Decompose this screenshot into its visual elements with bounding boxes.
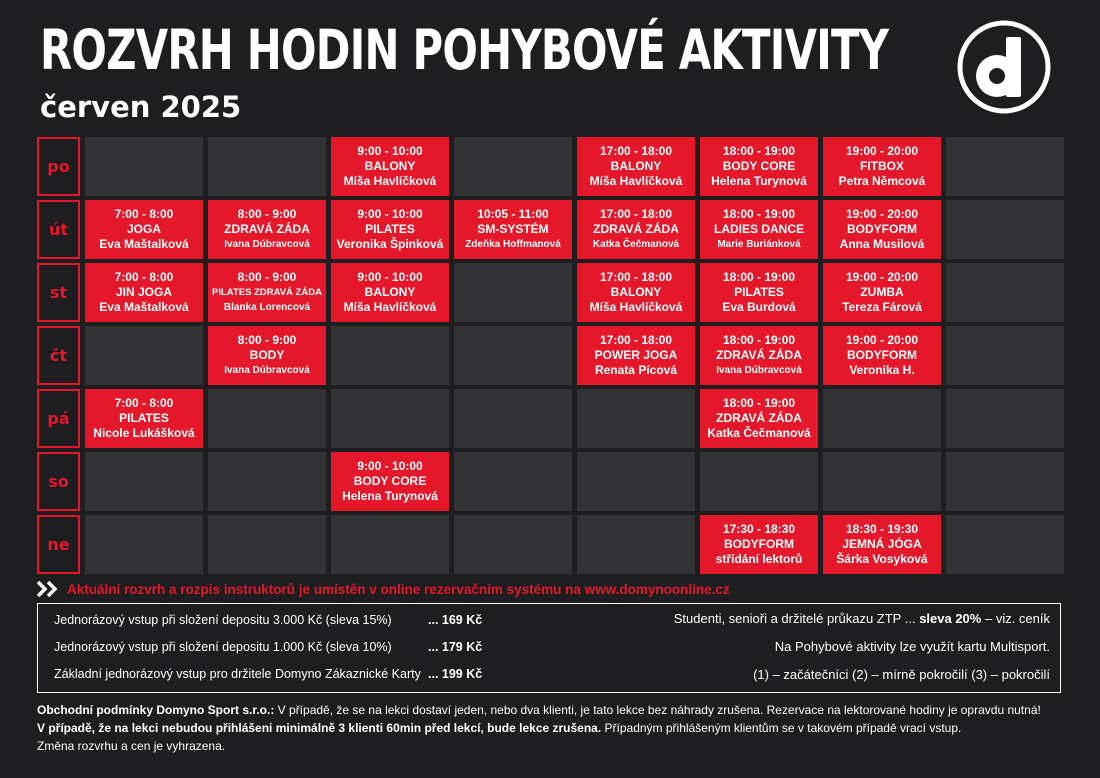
class-cell bbox=[700, 515, 818, 574]
class-name: BODYFORM bbox=[847, 222, 917, 236]
empty-cell bbox=[700, 452, 818, 511]
terms-footer bbox=[37, 701, 1067, 755]
class-cell bbox=[823, 263, 941, 322]
class-cell bbox=[823, 137, 941, 196]
class-cell bbox=[700, 326, 818, 385]
class-instructor: Ivana Dúbravcová bbox=[716, 365, 802, 376]
class-time: 17:00 - 18:00 bbox=[599, 270, 673, 284]
class-name: BODY CORE bbox=[353, 474, 427, 488]
terms-line: Změna rozvrhu a cen je vyhrazena. bbox=[37, 739, 226, 753]
empty-cell bbox=[208, 389, 326, 448]
class-instructor: Míša Havlíčková bbox=[589, 174, 683, 188]
class-cell bbox=[577, 137, 695, 196]
class-name: BALONY bbox=[364, 285, 416, 299]
day-label: po bbox=[37, 137, 80, 196]
empty-cell bbox=[331, 515, 449, 574]
class-name: ZDRAVÁ ZÁDA bbox=[716, 348, 802, 362]
class-instructor: Eva Maštalková bbox=[99, 237, 189, 251]
empty-cell bbox=[823, 389, 941, 448]
class-instructor: Veronika H. bbox=[849, 363, 915, 377]
day-label: út bbox=[37, 200, 80, 259]
class-time: 7:00 - 8:00 bbox=[114, 396, 174, 410]
empty-cell bbox=[85, 452, 203, 511]
class-cell bbox=[208, 326, 326, 385]
class-time: 8:00 - 9:00 bbox=[237, 270, 297, 284]
empty-cell bbox=[946, 263, 1064, 322]
class-cell bbox=[454, 200, 572, 259]
class-name: PILATES bbox=[119, 411, 169, 425]
class-cell bbox=[577, 200, 695, 259]
class-instructor: Eva Burdová bbox=[722, 300, 796, 314]
class-time: 17:00 - 18:00 bbox=[599, 333, 673, 347]
day-label: ne bbox=[37, 515, 80, 574]
class-name: BODY CORE bbox=[722, 159, 796, 173]
class-cell bbox=[208, 263, 326, 322]
empty-cell bbox=[85, 326, 203, 385]
class-time: 17:00 - 18:00 bbox=[599, 144, 673, 158]
class-name: SM-SYSTÉM bbox=[477, 222, 549, 236]
terms-line bbox=[37, 719, 1067, 737]
empty-cell bbox=[946, 137, 1064, 196]
class-name: ZDRAVÁ ZÁDA bbox=[593, 222, 679, 236]
class-cell bbox=[823, 515, 941, 574]
double-chevron-right-icon bbox=[37, 581, 59, 597]
price-label: Jednorázový vstup při složení depositu 1.000 Kč (sleva 10%) bbox=[54, 640, 392, 654]
class-cell bbox=[85, 200, 203, 259]
empty-cell bbox=[331, 389, 449, 448]
empty-cell bbox=[823, 452, 941, 511]
empty-cell bbox=[946, 200, 1064, 259]
class-cell bbox=[823, 326, 941, 385]
empty-cell bbox=[208, 137, 326, 196]
terms-line bbox=[37, 701, 1067, 719]
empty-cell bbox=[946, 452, 1064, 511]
class-name: BALONY bbox=[610, 285, 662, 299]
class-time: 8:00 - 9:00 bbox=[237, 333, 297, 347]
empty-cell bbox=[946, 326, 1064, 385]
class-instructor: Marie Buriánková bbox=[717, 239, 801, 250]
class-name: JOGA bbox=[126, 222, 161, 236]
price-value: ... 179 Kč bbox=[428, 640, 483, 654]
day-label: pá bbox=[37, 389, 80, 448]
empty-cell bbox=[454, 263, 572, 322]
class-cell bbox=[700, 389, 818, 448]
class-instructor: Ivana Dúbravcová bbox=[224, 239, 310, 250]
class-instructor: Ivana Dúbravcová bbox=[224, 365, 310, 376]
price-value: ... 169 Kč bbox=[428, 613, 483, 627]
class-time: 8:00 - 9:00 bbox=[237, 207, 297, 221]
class-time: 10:05 - 11:00 bbox=[477, 207, 549, 221]
class-instructor: Míša Havlíčková bbox=[589, 300, 683, 314]
class-name: POWER JOGA bbox=[594, 348, 678, 362]
class-name: JEMNÁ JÓGA bbox=[842, 537, 922, 551]
price-label: Jednorázový vstup při složení depositu 3.000 Kč (sleva 15%) bbox=[54, 613, 392, 627]
empty-cell bbox=[577, 515, 695, 574]
class-time: 19:00 - 20:00 bbox=[845, 144, 919, 158]
empty-cell bbox=[454, 452, 572, 511]
price-row bbox=[54, 638, 482, 656]
day-label: st bbox=[37, 263, 80, 322]
empty-cell bbox=[454, 137, 572, 196]
class-time: 18:00 - 19:00 bbox=[722, 207, 796, 221]
class-name: ZDRAVÁ ZÁDA bbox=[716, 411, 802, 425]
class-cell bbox=[331, 200, 449, 259]
class-name: JIN JOGA bbox=[115, 285, 172, 299]
class-name: BALONY bbox=[610, 159, 662, 173]
class-name: PILATES ZDRAVÁ ZÁDA bbox=[212, 287, 322, 298]
class-instructor: Petra Němcová bbox=[838, 174, 926, 188]
levels-legend: (1) – začátečníci (2) – mírně pokročilí (3) – pokročilí bbox=[753, 667, 1050, 682]
schedule-grid bbox=[37, 137, 1064, 574]
class-instructor: Helena Turynová bbox=[342, 489, 438, 503]
page-subtitle: červen 2025 bbox=[40, 90, 242, 124]
class-cell bbox=[700, 263, 818, 322]
empty-cell bbox=[946, 389, 1064, 448]
class-name: PILATES bbox=[365, 222, 415, 236]
class-instructor: Blanka Lorencová bbox=[223, 302, 311, 313]
class-time: 9:00 - 10:00 bbox=[357, 207, 423, 221]
price-label: Základní jednorázový vstup pro držitele Domyno Zákaznické Karty bbox=[54, 667, 421, 681]
class-cell bbox=[85, 263, 203, 322]
empty-cell bbox=[946, 515, 1064, 574]
class-name: FITBOX bbox=[860, 159, 904, 173]
class-time: 19:00 - 20:00 bbox=[845, 207, 919, 221]
class-time: 17:00 - 18:00 bbox=[599, 207, 673, 221]
empty-cell bbox=[331, 326, 449, 385]
class-cell bbox=[85, 389, 203, 448]
class-name: ZUMBA bbox=[860, 285, 904, 299]
price-row bbox=[54, 665, 482, 683]
class-instructor: Šárka Vosyková bbox=[836, 552, 928, 566]
class-instructor: Helena Turynová bbox=[711, 174, 807, 188]
class-cell bbox=[331, 452, 449, 511]
price-value: ... 199 Kč bbox=[428, 667, 483, 681]
discount-info bbox=[674, 611, 1050, 626]
notice-text: Aktuální rozvrh a rozpis instruktorů je umístěn v online rezervačním systému na www.domynoonline.cz bbox=[67, 581, 730, 597]
class-instructor: Anna Musilová bbox=[839, 237, 925, 251]
empty-cell bbox=[208, 452, 326, 511]
terms-text: V případě, že se na lekci dostaví jeden, nebo dva klienti, je tato lekce bez náhrady zrušena. Rezervace na lektorované hodiny je opravdu nutná! bbox=[274, 703, 1041, 717]
class-instructor: Nicole Lukášková bbox=[93, 426, 195, 440]
multisport-info: Na Pohybové aktivity lze využít kartu Multisport. bbox=[774, 639, 1050, 654]
class-time: 19:00 - 20:00 bbox=[845, 333, 919, 347]
discount-value: sleva 20% bbox=[919, 611, 982, 626]
class-name: PILATES bbox=[734, 285, 784, 299]
terms-cancel-rule: V případě, že na lekci nebudou přihlášeni minimálně 3 klienti 60min před lekcí, bude lekce zrušena. bbox=[37, 721, 602, 735]
discount-prefix: Studenti, senioři a držitelé průkazu ZTP ... bbox=[673, 611, 920, 626]
class-name: LADIES DANCE bbox=[713, 222, 804, 236]
price-row bbox=[54, 611, 482, 629]
class-cell bbox=[700, 200, 818, 259]
class-instructor: Katka Čečmanová bbox=[592, 239, 680, 250]
empty-cell bbox=[577, 389, 695, 448]
class-instructor: Míša Havlíčková bbox=[343, 300, 437, 314]
class-time: 18:00 - 19:00 bbox=[722, 144, 796, 158]
class-instructor: Eva Maštalková bbox=[99, 300, 189, 314]
class-time: 17:30 - 18:30 bbox=[722, 522, 796, 536]
class-cell bbox=[331, 137, 449, 196]
discount-suffix: – viz. ceník bbox=[981, 611, 1050, 626]
class-time: 9:00 - 10:00 bbox=[357, 270, 423, 284]
empty-cell bbox=[454, 389, 572, 448]
empty-cell bbox=[577, 452, 695, 511]
class-time: 18:00 - 19:00 bbox=[722, 333, 796, 347]
class-instructor: Katka Čečmanová bbox=[707, 426, 811, 440]
class-name: BALONY bbox=[364, 159, 416, 173]
class-cell bbox=[331, 263, 449, 322]
class-time: 9:00 - 10:00 bbox=[357, 459, 423, 473]
class-time: 7:00 - 8:00 bbox=[114, 207, 174, 221]
class-name: ZDRAVÁ ZÁDA bbox=[224, 222, 310, 236]
empty-cell bbox=[454, 326, 572, 385]
class-instructor: Renata Pícová bbox=[594, 363, 678, 377]
day-label: so bbox=[37, 452, 80, 511]
terms-text: Případným přihlášeným klientům se v takovém případě vrací vstup. bbox=[601, 721, 962, 735]
day-label: čt bbox=[37, 326, 80, 385]
class-time: 9:00 - 10:00 bbox=[357, 144, 423, 158]
class-time: 19:00 - 20:00 bbox=[845, 270, 919, 284]
empty-cell bbox=[85, 137, 203, 196]
class-cell bbox=[823, 200, 941, 259]
class-time: 18:00 - 19:00 bbox=[722, 270, 796, 284]
class-cell bbox=[700, 137, 818, 196]
class-instructor: Tereza Fárová bbox=[842, 300, 922, 314]
empty-cell bbox=[454, 515, 572, 574]
class-cell bbox=[577, 263, 695, 322]
class-name: BODY bbox=[249, 348, 285, 362]
class-instructor: Míša Havlíčková bbox=[343, 174, 437, 188]
price-box bbox=[37, 603, 1061, 693]
online-notice bbox=[37, 581, 730, 597]
class-time: 18:00 - 19:00 bbox=[722, 396, 796, 410]
class-cell bbox=[577, 326, 695, 385]
empty-cell bbox=[208, 515, 326, 574]
page-title: ROZVRH HODIN POHYBOVÉ AKTIVITY bbox=[40, 18, 889, 82]
class-time: 7:00 - 8:00 bbox=[114, 270, 174, 284]
class-instructor: Veronika Špinková bbox=[336, 237, 444, 251]
class-time: 18:30 - 19:30 bbox=[845, 522, 919, 536]
terms-heading: Obchodní podmínky Domyno Sport s.r.o.: bbox=[37, 703, 275, 717]
empty-cell bbox=[85, 515, 203, 574]
class-instructor: Zdeňka Hoffmanová bbox=[465, 239, 561, 250]
class-name: BODYFORM bbox=[847, 348, 917, 362]
class-cell bbox=[208, 200, 326, 259]
domyno-logo bbox=[957, 20, 1051, 114]
class-name: BODYFORM bbox=[724, 537, 794, 551]
class-instructor: střídání lektorů bbox=[715, 552, 803, 566]
